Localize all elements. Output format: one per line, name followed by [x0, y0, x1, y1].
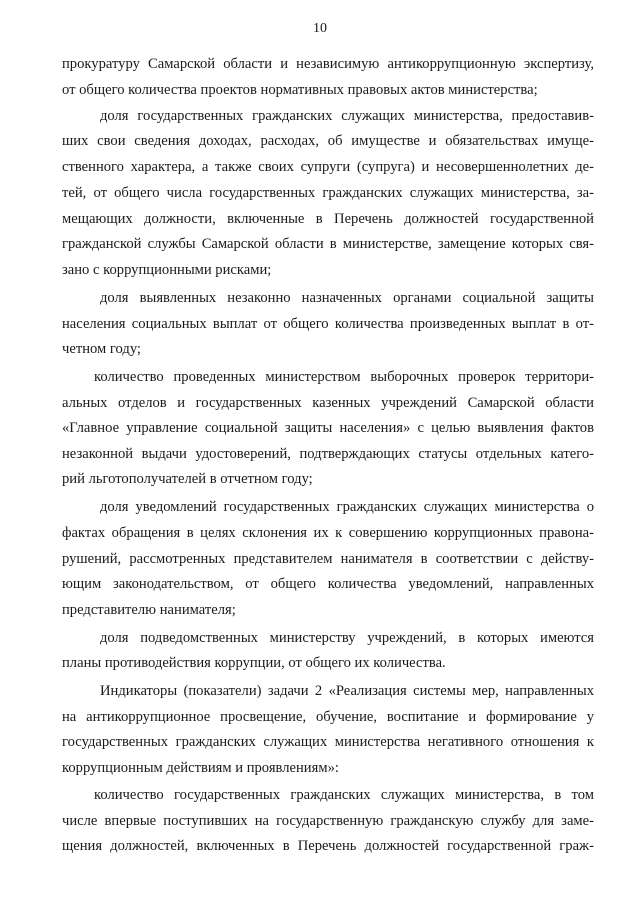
text-line: мещающих должности, включенные в Перечень должностей государственной [62, 211, 594, 227]
text-line: на антикоррупционное просвещение, обучение, воспитание и формирование у [62, 709, 594, 725]
text-line: планы противодействия коррупции, от общего их количества. [62, 655, 446, 671]
text-line: числе впервые поступивших на государственную гражданскую службу для заме- [62, 813, 594, 829]
text-line: тей, от общего числа государственных гражданских служащих министерства, за- [62, 185, 594, 201]
text-line: государственных гражданских служащих министерства негативного отношения к [62, 734, 594, 750]
text-line: ших свои сведения доходах, расходах, об имуществе и обязательствах имуще- [62, 133, 594, 149]
text-line: щения должностей, включенных в Перечень должностей государственной граж- [62, 838, 594, 854]
text-line: «Главное управление социальной защиты населения» с целью выявления фактов [62, 420, 594, 436]
text-line: ственного характера, а также своих супруги (супруга) и несовершеннолетних де- [62, 159, 594, 175]
text-line: рушений, рассмотренных представителем нанимателя в соответствии с действу- [62, 551, 594, 567]
text-line: населения социальных выплат от общего количества произведенных выплат в от- [62, 316, 594, 332]
text-line: количество проведенных министерством выборочных проверок территори- [94, 369, 594, 385]
text-line: четном году; [62, 341, 141, 357]
text-line: доля уведомлений государственных гражданских служащих министерства о [100, 499, 594, 515]
text-line: ющим законодательством, от общего количества уведомлений, направленных [62, 576, 594, 592]
text-line: представителю нанимателя; [62, 602, 236, 618]
text-line: Индикаторы (показатели) задачи 2 «Реализация системы мер, направленных [100, 683, 594, 699]
text-line: доля выявленных незаконно назначенных органами социальной защиты [100, 290, 594, 306]
text-line: доля подведомственных министерству учреждений, в которых имеются [100, 630, 594, 646]
text-line: зано с коррупционными рисками; [62, 262, 272, 278]
text-line: незаконной выдачи удостоверений, подтверждающих статусы отдельных катего- [62, 446, 594, 462]
text-line: количество государственных гражданских служащих министерства, в том [94, 787, 594, 803]
text-line: гражданской службы Самарской области в министерстве, замещение которых свя- [62, 236, 594, 252]
text-line: коррупционным действиям и проявлениям»: [62, 760, 339, 776]
text-line: фактах обращения в целях склонения их к совершению коррупционных правона- [62, 525, 594, 541]
text-line: прокуратуру Самарской области и независимую антикоррупционную экспертизу, [62, 56, 594, 72]
text-line: от общего количества проектов нормативных правовых актов министерства; [62, 82, 538, 98]
page-number: 10 [313, 21, 327, 36]
text-line: рий льготополучателей в отчетном году; [62, 471, 313, 487]
text-line: альных отделов и государственных казенных учреждений Самарской области [62, 395, 594, 411]
text-line: доля государственных гражданских служащих министерства, предоставив- [100, 108, 594, 124]
